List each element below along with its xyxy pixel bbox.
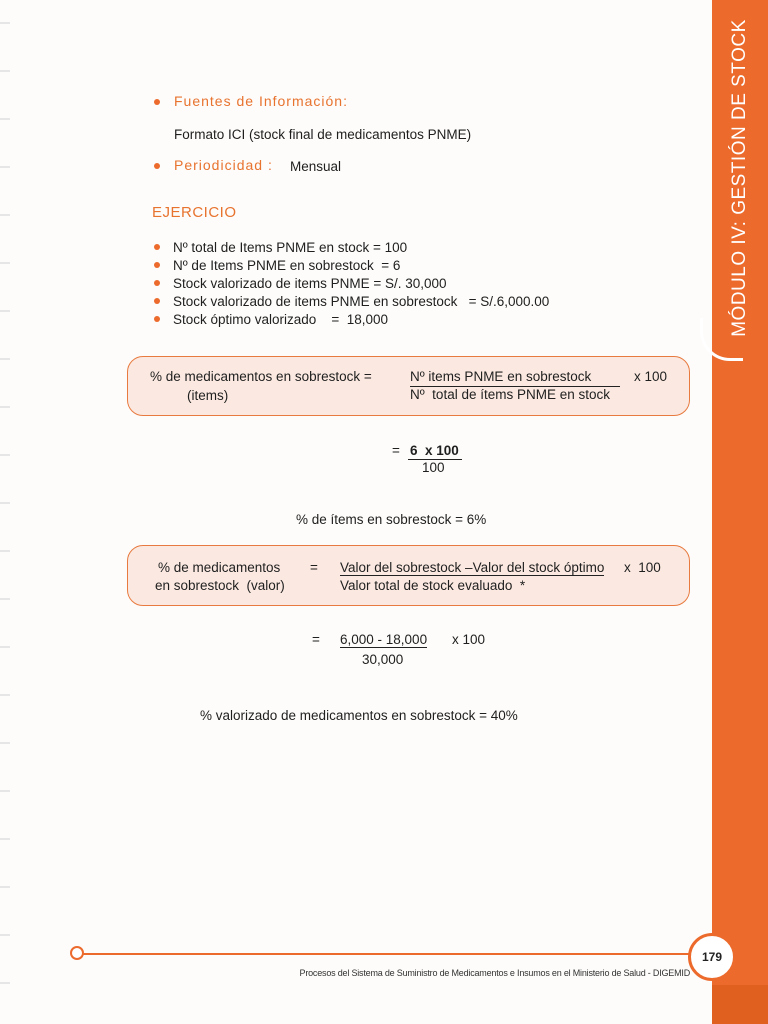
calc2-equals: = [312, 632, 320, 647]
periodicidad-value: Mensual [290, 159, 342, 174]
formula1-left-line1: % de medicamentos en sobrestock = [150, 369, 372, 384]
fuentes-text: Formato ICI (stock final de medicamentos PNME) [174, 127, 472, 142]
ejercicio-list [154, 240, 674, 330]
calc1-denominator: 100 [422, 460, 445, 475]
list-item [154, 294, 674, 312]
bullet-icon [154, 99, 160, 105]
bullet-icon [154, 280, 160, 286]
formula2-numerator: Valor del sobrestock –Valor del stock óptimo [340, 560, 605, 575]
formula1-denominator: Nº total de ítems PNME en stock [410, 387, 611, 402]
formula2-equals: = [310, 560, 318, 575]
formula2-denominator: Valor total de stock evaluado * [340, 578, 526, 593]
page-number: 179 [688, 933, 736, 981]
list-item-text: Stock valorizado de items PNME en sobrestock = S/.6,000.00 [173, 294, 550, 309]
fuentes-label: Fuentes de Información: [174, 93, 348, 109]
list-item-text: Stock óptimo valorizado = 18,000 [173, 312, 388, 327]
calc2-numerator: 6,000 - 18,000 [340, 632, 428, 647]
footer-text: Procesos del Sistema de Suministro de Medicamentos e Insumos en el Ministerio de Salud - DIGEMID [299, 968, 690, 978]
calc2-denominator: 30,000 [362, 652, 404, 667]
calc1-numerator: 6 x 100 [410, 443, 459, 458]
module-tab [712, 20, 768, 335]
formula1-multiplier: x 100 [634, 369, 668, 384]
formula1-left-line2: (items) [187, 388, 229, 403]
list-item [154, 240, 674, 258]
list-item [154, 258, 674, 276]
calc1-equals: = [392, 443, 400, 458]
list-item [154, 312, 674, 330]
side-band-bottom [712, 985, 768, 1024]
result-valor: % valorizado de medicamentos en sobrestock = 40% [200, 708, 518, 723]
bullet-icon [154, 262, 160, 268]
periodicidad-label: Periodicidad : [174, 157, 273, 173]
list-item [154, 276, 674, 294]
module-title: MÓDULO IV: GESTIÓN DE STOCK [729, 18, 751, 337]
list-item-text: Nº de Items PNME en sobrestock = 6 [173, 258, 401, 273]
bullet-icon [154, 244, 160, 250]
bullet-icon [154, 163, 160, 169]
footer-rule [78, 953, 690, 955]
result-items: % de ítems en sobrestock = 6% [296, 512, 487, 527]
ejercicio-title: EJERCICIO [152, 204, 237, 221]
tab-curve [700, 318, 743, 361]
binding-margin [0, 0, 10, 1024]
calc2-multiplier: x 100 [452, 632, 486, 647]
formula2-left-line2: en sobrestock (valor) [155, 578, 285, 593]
bullet-icon [154, 298, 160, 304]
list-item-text: Stock valorizado de items PNME = S/. 30,000 [173, 276, 447, 291]
footer-dot-icon [70, 946, 84, 960]
formula2-multiplier: x 100 [624, 560, 661, 575]
list-item-text: Nº total de Items PNME en stock = 100 [173, 240, 408, 255]
bullet-icon [154, 316, 160, 322]
formula2-left-line1: % de medicamentos [158, 560, 281, 575]
formula1-numerator: Nº items PNME en sobrestock [410, 369, 592, 384]
